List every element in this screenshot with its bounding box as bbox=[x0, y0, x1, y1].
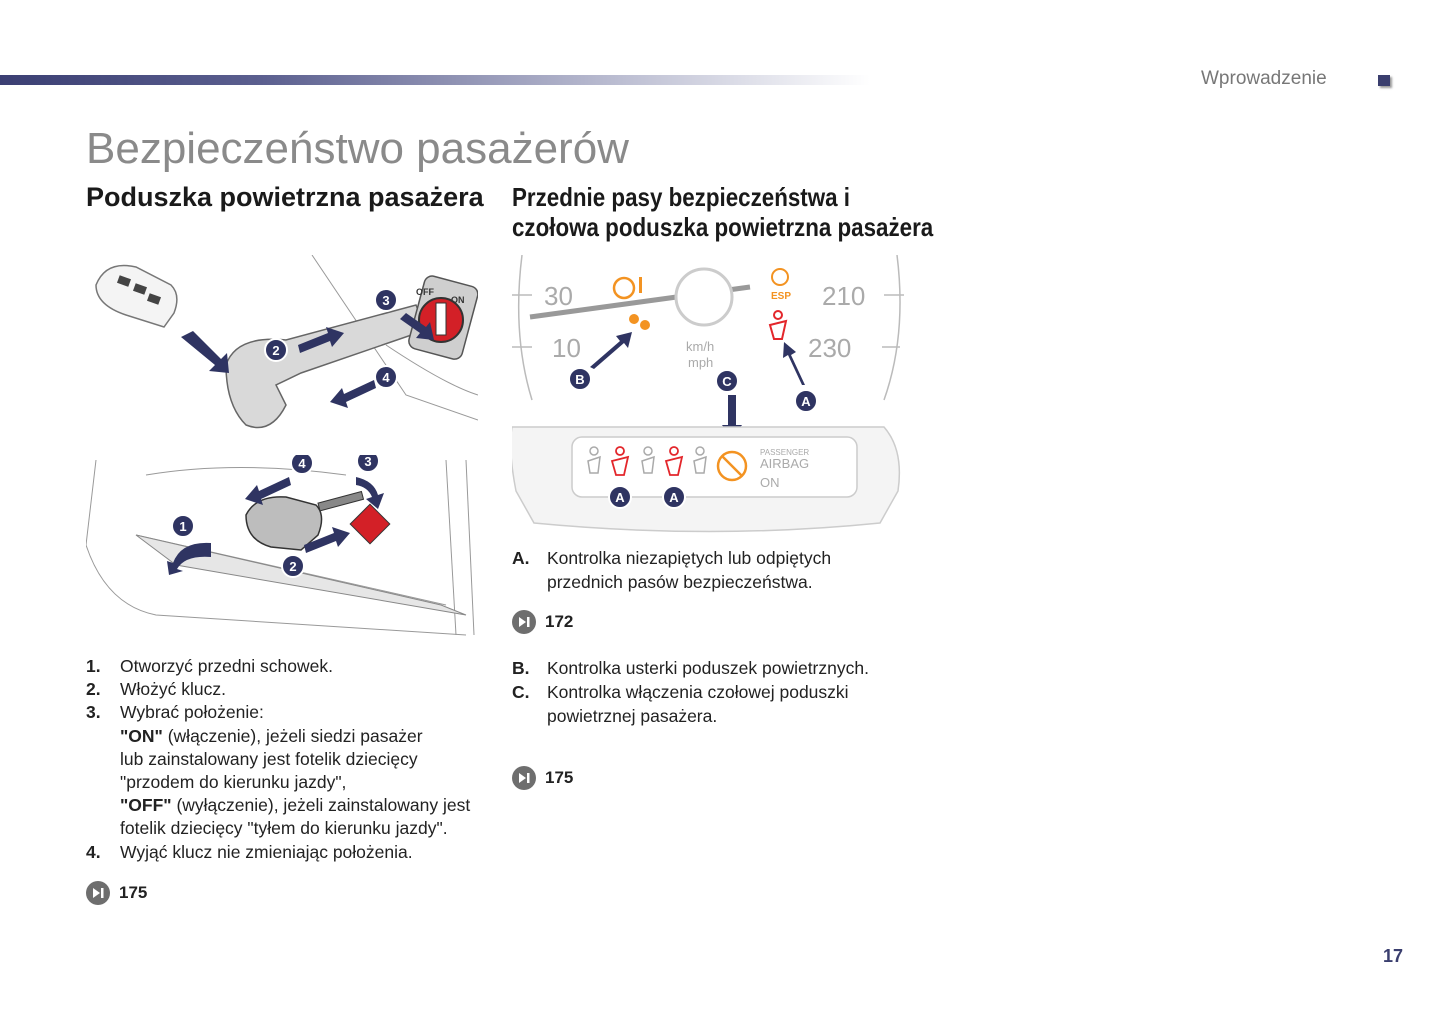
page-title: Bezpieczeństwo pasażerów bbox=[86, 124, 629, 173]
section-label: Wprowadzenie bbox=[1201, 68, 1327, 89]
glovebox-key bbox=[246, 491, 364, 550]
airbag-switch-figure bbox=[86, 255, 478, 435]
page-link-icon bbox=[512, 610, 536, 634]
step-text: Otworzyć przedni schowek. bbox=[120, 656, 333, 676]
step-number: 1. bbox=[86, 656, 101, 676]
callout-a-driver: A bbox=[801, 394, 811, 409]
step-3 bbox=[86, 701, 490, 724]
step-2 bbox=[86, 678, 490, 701]
speed-210: 210 bbox=[822, 281, 866, 311]
esp-icon bbox=[771, 269, 791, 302]
legend-key: B. bbox=[512, 658, 530, 678]
step-text: Wyjąć klucz nie zmieniając położenia. bbox=[120, 841, 413, 862]
page-reference-number: 172 bbox=[545, 612, 574, 631]
page-reference-left[interactable] bbox=[86, 881, 147, 905]
fig1-step-3: 3 bbox=[382, 293, 390, 308]
callout-b: B bbox=[575, 372, 585, 387]
step-4 bbox=[86, 841, 490, 864]
fig1-step-1-hidden: 1 bbox=[86, 255, 87, 256]
step-1 bbox=[86, 655, 490, 678]
key-fob bbox=[96, 265, 177, 327]
callout-c: C bbox=[722, 374, 732, 389]
callout-a-panel-2: A bbox=[669, 490, 679, 505]
switch-off-label: OFF bbox=[416, 287, 434, 297]
unit-mph: mph bbox=[688, 355, 714, 370]
left-heading: Poduszka powietrzna pasażera bbox=[86, 182, 484, 212]
legend-bc bbox=[512, 656, 907, 728]
page-link-icon bbox=[512, 766, 536, 790]
step-text: Wybrać położenie: bbox=[120, 702, 264, 723]
switch-on-label: ON bbox=[451, 295, 465, 305]
airbag-text-airbag: AIRBAG bbox=[760, 456, 810, 471]
legend-text: Kontrolka niezapiętych lub odpiętych przednich pasów bezpieczeństwa. bbox=[547, 548, 832, 592]
fig2-step-2: 2 bbox=[289, 559, 297, 574]
fig2-step-3: 3 bbox=[364, 455, 372, 469]
right-heading-line2: czołowa poduszka powietrzna pasażera bbox=[512, 212, 934, 242]
section-marker bbox=[1378, 75, 1390, 86]
unit-kmh: km/h bbox=[686, 339, 715, 354]
legend-a bbox=[512, 546, 907, 594]
on-text-2: lub zainstalowany jest fotelik dziecięcy bbox=[120, 748, 418, 769]
airbag-text-passenger: PASSENGER bbox=[760, 448, 810, 457]
esp-label: ESP bbox=[771, 291, 792, 302]
page-reference-172[interactable] bbox=[512, 610, 573, 634]
fig1-step-2: 2 bbox=[272, 343, 280, 358]
airbag-text-on: ON bbox=[760, 475, 780, 490]
legend-text: Kontrolka włączenia czołowej poduszki powietrznej pasażera. bbox=[547, 682, 849, 726]
page-reference-number: 175 bbox=[545, 768, 574, 787]
steps-list bbox=[86, 655, 490, 864]
legend-key: C. bbox=[512, 682, 530, 702]
page-number: 17 bbox=[1383, 946, 1404, 966]
switch-housing bbox=[407, 274, 478, 361]
dash-callouts bbox=[569, 368, 817, 412]
dashboard-figure bbox=[512, 255, 904, 535]
key-blade bbox=[226, 305, 426, 428]
step-number: 2. bbox=[86, 679, 101, 700]
page-reference-number: 175 bbox=[119, 883, 148, 902]
seatbelt-driver-icon bbox=[770, 311, 786, 339]
right-heading-line1: Przednie pasy bezpieczeństwa i bbox=[512, 182, 851, 212]
legend-text: Kontrolka usterki poduszek powietrznych. bbox=[547, 658, 869, 678]
legend-key: A. bbox=[512, 548, 530, 568]
fig2-step-4: 4 bbox=[298, 456, 306, 471]
airbag-fault-icon bbox=[629, 314, 650, 330]
right-heading bbox=[512, 182, 933, 242]
header-bar bbox=[0, 75, 870, 85]
glovebox-figure bbox=[86, 455, 478, 640]
parking-brake-icon bbox=[614, 277, 642, 298]
off-text-2: fotelik dziecięcy "tyłem do kierunku jazdy". bbox=[120, 818, 448, 839]
speed-30: 30 bbox=[544, 281, 573, 311]
step-number: 4. bbox=[86, 841, 101, 862]
on-text-1: (włączenie), jeżeli siedzi pasażer bbox=[162, 725, 423, 746]
on-label: "ON" bbox=[120, 725, 163, 746]
glovebox-switch bbox=[350, 504, 390, 544]
fig1-step-4: 4 bbox=[382, 370, 390, 385]
fig2-step-1: 1 bbox=[179, 519, 187, 534]
speed-10: 10 bbox=[552, 333, 581, 363]
off-label: "OFF" bbox=[120, 795, 172, 816]
step-number: 3. bbox=[86, 702, 101, 723]
off-text-1: (wyłączenie), jeżeli zainstalowany jest bbox=[171, 795, 471, 816]
on-text-3: "przodem do kierunku jazdy", bbox=[120, 772, 347, 793]
page-link-icon bbox=[86, 881, 110, 905]
central-panel bbox=[512, 427, 899, 532]
callout-a-panel-1: A bbox=[615, 490, 625, 505]
speed-230: 230 bbox=[808, 333, 852, 363]
step-3-detail bbox=[86, 725, 490, 841]
step-text: Włożyć klucz. bbox=[120, 679, 226, 700]
page-reference-175[interactable] bbox=[512, 766, 573, 790]
